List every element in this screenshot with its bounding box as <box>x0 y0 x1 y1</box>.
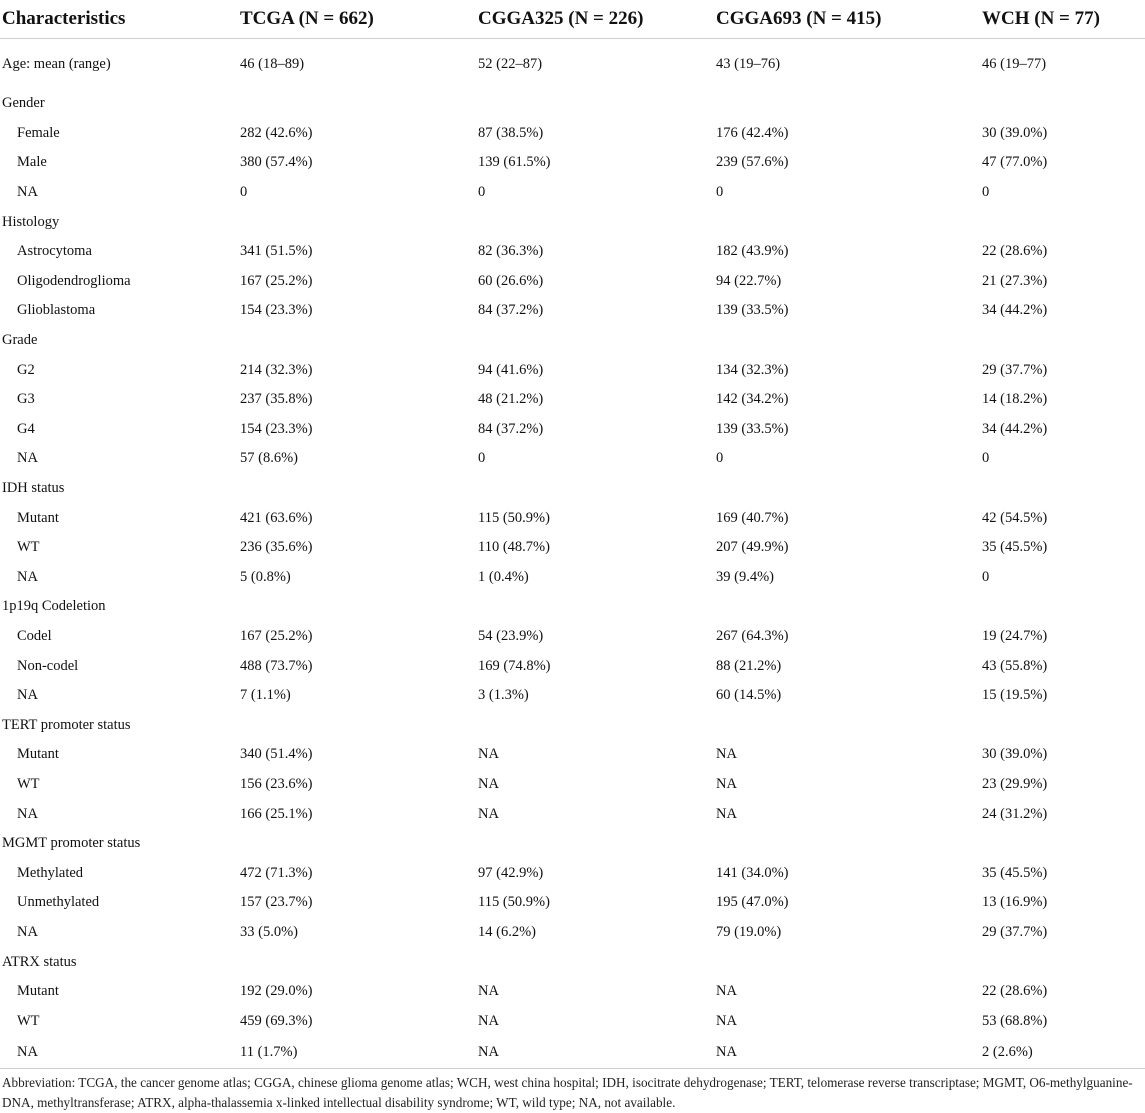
cell-tcga <box>240 710 478 740</box>
cell-cgga693: 0 <box>716 184 724 201</box>
cell-tcga: 192 (29.0%) <box>240 983 313 1000</box>
cell-cgga325: 60 (26.6%) <box>478 272 544 289</box>
cell-cgga325: 82 (36.3%) <box>478 243 544 260</box>
cell-cgga325: 0 <box>478 450 486 467</box>
cell-tcga: 7 (1.1%) <box>240 687 291 704</box>
cell-cgga693: 169 (40.7%) <box>716 509 789 526</box>
cell-wch: 19 (24.7%) <box>982 627 1048 644</box>
table-row <box>0 977 1145 1007</box>
table-row <box>0 888 1145 918</box>
cell-cgga325: 94 (41.6%) <box>478 361 544 378</box>
table-group-row <box>0 474 1145 504</box>
table-group-row <box>0 89 1145 119</box>
cell-tcga: 236 (35.6%) <box>240 539 313 556</box>
cell-wch: 34 (44.2%) <box>982 420 1048 437</box>
cell-wch: 47 (77.0%) <box>982 154 1048 171</box>
cell-tcga: 5 (0.8%) <box>240 568 291 585</box>
cell-cgga325: 84 (37.2%) <box>478 302 544 319</box>
table-group-row <box>0 39 1145 90</box>
cell-cgga693: 39 (9.4%) <box>716 568 774 585</box>
cell-cgga325 <box>478 947 716 977</box>
cell-cgga325: 87 (38.5%) <box>478 124 544 141</box>
cell-label: Oligodendroglioma <box>17 272 131 289</box>
cell-cgga325: 84 (37.2%) <box>478 420 544 437</box>
table-row <box>0 622 1145 652</box>
cell-cgga325: 110 (48.7%) <box>478 539 550 556</box>
cell-wch: 14 (18.2%) <box>982 391 1048 408</box>
cell-tcga: 11 (1.7%) <box>240 1036 478 1069</box>
cell-wch: 29 (37.7%) <box>982 361 1048 378</box>
cell-tcga: 488 (73.7%) <box>240 657 313 674</box>
cell-label: 1p19q Codeletion <box>2 598 106 615</box>
cell-tcga: 472 (71.3%) <box>240 864 313 881</box>
table-row <box>0 119 1145 149</box>
cell-label: Grade <box>2 332 38 349</box>
table-row <box>0 1006 1145 1036</box>
cell-cgga693 <box>716 829 982 859</box>
table-row <box>0 237 1145 267</box>
cell-cgga325: NA <box>478 983 499 1000</box>
cell-label: Mutant <box>17 983 59 1000</box>
cell-label: NA <box>17 184 38 201</box>
cell-label: Glioblastoma <box>17 302 96 319</box>
cell-label: Histology <box>2 213 60 230</box>
cell-cgga693: 141 (34.0%) <box>716 864 789 881</box>
table-row <box>0 740 1145 770</box>
cell-tcga <box>240 89 478 119</box>
cell-label: NA <box>0 1036 240 1069</box>
cell-cgga693: 207 (49.9%) <box>716 539 789 556</box>
table-row <box>0 178 1145 208</box>
cell-cgga693: 142 (34.2%) <box>716 391 789 408</box>
cell-wch: 35 (45.5%) <box>982 864 1048 881</box>
cell-cgga325 <box>478 89 716 119</box>
cell-cgga693: 195 (47.0%) <box>716 894 789 911</box>
cell-cgga325 <box>478 207 716 237</box>
cell-label: Codel <box>17 627 52 644</box>
cell-wch: 42 (54.5%) <box>982 509 1048 526</box>
cell-cgga325 <box>478 710 716 740</box>
cell-cgga325: 97 (42.9%) <box>478 864 544 881</box>
cell-tcga: 33 (5.0%) <box>240 923 298 940</box>
cell-cgga693: 43 (19–76) <box>716 55 781 72</box>
cell-label: G4 <box>17 420 35 437</box>
cell-wch <box>982 89 1145 119</box>
table-row <box>0 296 1145 326</box>
cell-cgga325: 115 (50.9%) <box>478 509 550 526</box>
cell-label: NA <box>17 923 38 940</box>
cell-cgga693: 139 (33.5%) <box>716 302 789 319</box>
cell-tcga: 214 (32.3%) <box>240 361 313 378</box>
table-row <box>0 415 1145 445</box>
table-row <box>0 651 1145 681</box>
table-row <box>0 267 1145 297</box>
table-group-row <box>0 207 1145 237</box>
cell-cgga693 <box>716 207 982 237</box>
cell-wch: 34 (44.2%) <box>982 302 1048 319</box>
cell-wch: 30 (39.0%) <box>982 746 1048 763</box>
cell-cgga693: NA <box>716 983 737 1000</box>
cell-wch: 29 (37.7%) <box>982 923 1048 940</box>
table-row <box>0 148 1145 178</box>
cell-cgga325 <box>478 592 716 622</box>
cell-wch: 22 (28.6%) <box>982 243 1048 260</box>
table-group-row <box>0 710 1145 740</box>
cell-cgga693: 60 (14.5%) <box>716 687 782 704</box>
cell-tcga: 167 (25.2%) <box>240 272 313 289</box>
header-wch: WCH (N = 77) <box>982 0 1145 39</box>
cell-wch <box>982 947 1145 977</box>
header-cgga693: CGGA693 (N = 415) <box>716 0 982 39</box>
cell-tcga: 0 <box>240 184 248 201</box>
cell-tcga: 46 (18–89) <box>240 55 305 72</box>
cell-tcga: 166 (25.1%) <box>240 805 313 822</box>
cell-label: Male <box>17 154 47 171</box>
cell-cgga325: 1 (0.4%) <box>478 568 529 585</box>
cell-wch <box>982 829 1145 859</box>
cell-label: Methylated <box>17 864 84 881</box>
cell-wch: 0 <box>982 568 990 585</box>
cell-wch: 0 <box>982 184 990 201</box>
cell-cgga693: 0 <box>716 450 724 467</box>
table-row <box>0 799 1145 829</box>
cell-cgga325: 52 (22–87) <box>478 55 543 72</box>
cell-label: Unmethylated <box>17 894 100 911</box>
cell-cgga325: NA <box>478 746 499 763</box>
cell-tcga <box>240 207 478 237</box>
cell-tcga: 340 (51.4%) <box>240 746 313 763</box>
header-tcga: TCGA (N = 662) <box>240 0 478 39</box>
cell-cgga693: 239 (57.6%) <box>716 154 789 171</box>
cell-wch: 22 (28.6%) <box>982 983 1048 1000</box>
cell-tcga <box>240 326 478 356</box>
cell-wch: 43 (55.8%) <box>982 657 1048 674</box>
cell-wch <box>982 474 1145 504</box>
cell-cgga325: NA <box>478 775 499 792</box>
cell-wch <box>982 592 1145 622</box>
cell-label: G3 <box>17 391 35 408</box>
cell-tcga: 341 (51.5%) <box>240 243 313 260</box>
cell-tcga <box>240 474 478 504</box>
cell-cgga325: NA <box>478 1036 716 1069</box>
cell-wch <box>982 710 1145 740</box>
cell-label: IDH status <box>2 480 65 497</box>
cell-cgga693: 94 (22.7%) <box>716 272 782 289</box>
cell-cgga325 <box>478 829 716 859</box>
cell-tcga: 154 (23.3%) <box>240 302 313 319</box>
table-row <box>0 503 1145 533</box>
cell-wch: 2 (2.6%) <box>982 1036 1145 1069</box>
cell-wch <box>982 207 1145 237</box>
cell-cgga325: NA <box>478 805 499 822</box>
cell-cgga693: 134 (32.3%) <box>716 361 789 378</box>
table-row <box>0 918 1145 948</box>
cell-wch: 15 (19.5%) <box>982 687 1048 704</box>
cell-label: Non-codel <box>17 657 79 674</box>
table-row <box>0 533 1145 563</box>
cell-label: Mutant <box>17 746 59 763</box>
cell-wch: 23 (29.9%) <box>982 775 1048 792</box>
cell-tcga: 459 (69.3%) <box>240 1012 313 1029</box>
header-cgga325: CGGA325 (N = 226) <box>478 0 716 39</box>
cell-cgga325: 14 (6.2%) <box>478 923 536 940</box>
table-row <box>0 444 1145 474</box>
cell-wch: 30 (39.0%) <box>982 124 1048 141</box>
cell-cgga693 <box>716 326 982 356</box>
cell-tcga: 380 (57.4%) <box>240 154 313 171</box>
cell-label: Mutant <box>17 509 59 526</box>
table-row <box>0 385 1145 415</box>
table-group-row <box>0 947 1145 977</box>
cell-cgga325 <box>478 474 716 504</box>
table-row <box>0 1036 1145 1069</box>
cell-label: NA <box>17 687 38 704</box>
cell-label: TERT promoter status <box>2 716 131 733</box>
cell-cgga325: 3 (1.3%) <box>478 687 529 704</box>
cell-label: G2 <box>17 361 35 378</box>
cell-label: WT <box>17 775 40 792</box>
cell-cgga693: NA <box>716 805 737 822</box>
table-row <box>0 770 1145 800</box>
cell-cgga693: NA <box>716 1012 737 1029</box>
table-header-row <box>0 0 1145 39</box>
cell-cgga693: NA <box>716 1036 982 1069</box>
cell-cgga325: 169 (74.8%) <box>478 657 551 674</box>
cell-label: Gender <box>2 95 45 112</box>
cell-cgga693 <box>716 947 982 977</box>
cell-tcga <box>240 829 478 859</box>
cell-tcga: 157 (23.7%) <box>240 894 313 911</box>
cell-wch: 46 (19–77) <box>982 55 1047 72</box>
table-row <box>0 355 1145 385</box>
cell-wch: 13 (16.9%) <box>982 894 1048 911</box>
cell-cgga693: 88 (21.2%) <box>716 657 782 674</box>
cell-label: WT <box>17 1012 40 1029</box>
cell-label: NA <box>17 805 38 822</box>
cell-tcga: 167 (25.2%) <box>240 627 313 644</box>
cell-wch: 21 (27.3%) <box>982 272 1048 289</box>
cell-wch <box>982 326 1145 356</box>
cell-label: Age: mean (range) <box>2 55 111 72</box>
table-row <box>0 858 1145 888</box>
cell-cgga325: 54 (23.9%) <box>478 627 544 644</box>
cell-label: NA <box>17 450 38 467</box>
table-footnote: Abbreviation: TCGA, the cancer genome atlas; CGGA, chinese glioma genome atlas; WCH, west china hospital; IDH, isocitrate dehydrogenase; TERT, telomerase reverse transcriptase; MGMT, O6-methylguanine-DNA, methyltransferase; ATRX, alpha-thalassemia x-linked intellectual disability syndrome; WT, wild type; NA, not available. <box>2 1075 1133 1110</box>
cell-wch: 53 (68.8%) <box>982 1012 1048 1029</box>
cell-label: ATRX status <box>2 953 77 970</box>
table-group-row <box>0 592 1145 622</box>
cell-cgga693: NA <box>716 775 737 792</box>
table-row <box>0 563 1145 593</box>
cell-cgga325: 115 (50.9%) <box>478 894 550 911</box>
cell-cgga325: 0 <box>478 184 486 201</box>
cell-tcga: 156 (23.6%) <box>240 775 313 792</box>
cell-wch: 24 (31.2%) <box>982 805 1048 822</box>
cell-tcga: 57 (8.6%) <box>240 450 298 467</box>
cell-label: Female <box>17 124 60 141</box>
cell-tcga <box>240 592 478 622</box>
cell-cgga693 <box>716 89 982 119</box>
table-row <box>0 681 1145 711</box>
header-characteristics: Characteristics <box>0 0 240 39</box>
cell-label: WT <box>17 539 40 556</box>
cell-cgga325 <box>478 326 716 356</box>
cell-tcga: 421 (63.6%) <box>240 509 313 526</box>
table-group-row <box>0 326 1145 356</box>
cell-tcga: 282 (42.6%) <box>240 124 313 141</box>
cell-cgga325: 139 (61.5%) <box>478 154 551 171</box>
cell-wch: 0 <box>982 450 990 467</box>
cell-cgga325: NA <box>478 1012 499 1029</box>
cell-cgga693: 176 (42.4%) <box>716 124 789 141</box>
cell-cgga325: 48 (21.2%) <box>478 391 544 408</box>
cell-label: NA <box>17 568 38 585</box>
table-body <box>0 39 1145 1069</box>
cell-tcga <box>240 947 478 977</box>
cell-cgga693: 79 (19.0%) <box>716 923 782 940</box>
cell-cgga693 <box>716 592 982 622</box>
cell-tcga: 237 (35.8%) <box>240 391 313 408</box>
cell-cgga693: 267 (64.3%) <box>716 627 789 644</box>
cell-cgga693: NA <box>716 746 737 763</box>
cell-cgga693: 182 (43.9%) <box>716 243 789 260</box>
cell-label: MGMT promoter status <box>2 835 141 852</box>
cell-cgga693: 139 (33.5%) <box>716 420 789 437</box>
table-group-row <box>0 829 1145 859</box>
cell-cgga693 <box>716 474 982 504</box>
cell-label: Astrocytoma <box>17 243 92 260</box>
cell-cgga693 <box>716 710 982 740</box>
cell-tcga: 154 (23.3%) <box>240 420 313 437</box>
cell-wch: 35 (45.5%) <box>982 539 1048 556</box>
